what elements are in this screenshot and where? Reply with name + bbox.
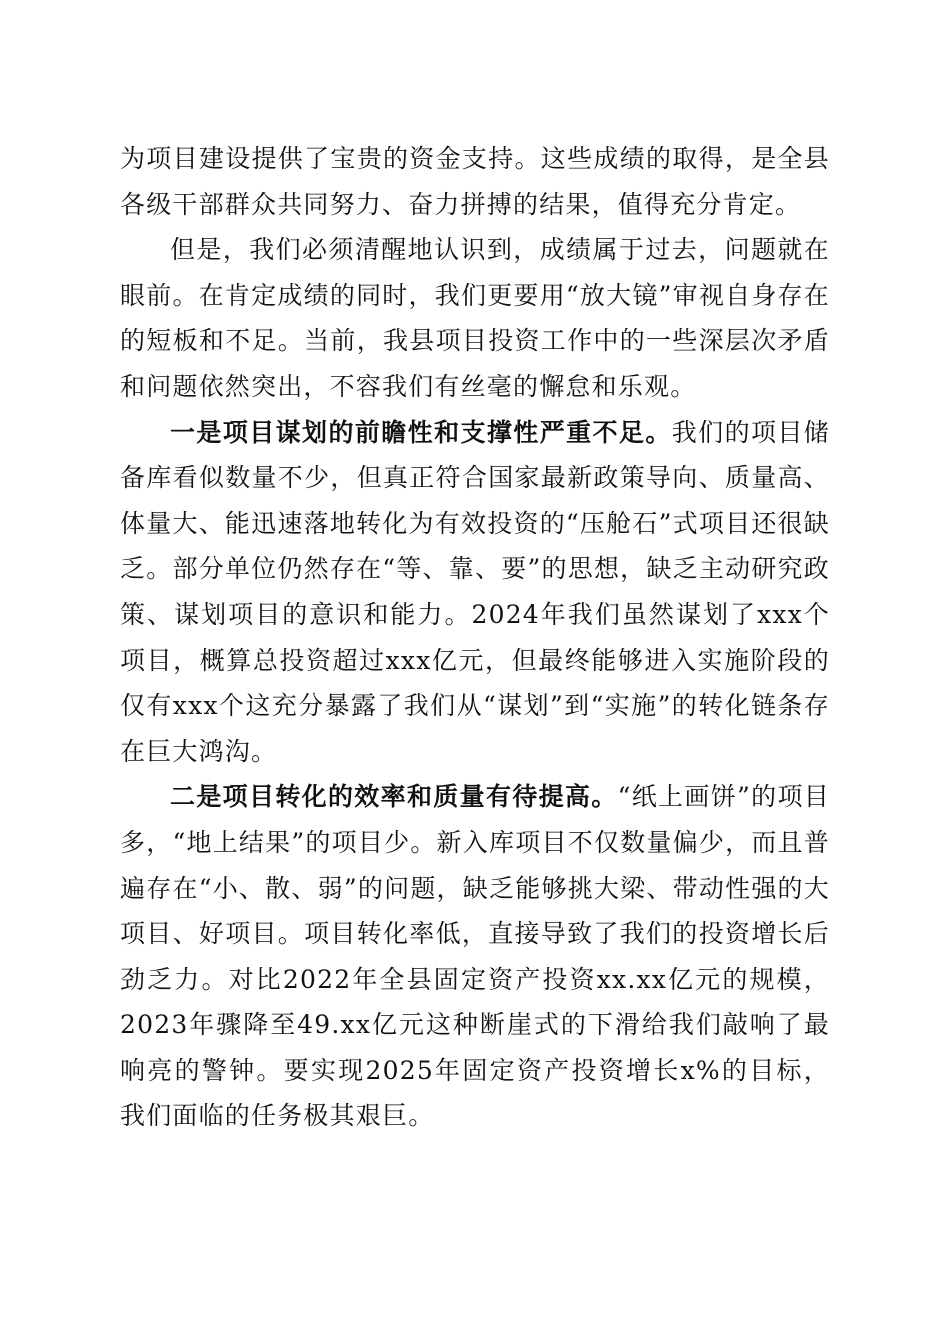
paragraph-2 xyxy=(120,227,830,409)
paragraph-2-text: 但是，我们必须清醒地认识到，成绩属于过去，问题就在眼前。在肯定成绩的同时，我们更要用“放大镜”审视自身存在的短板和不足。当前，我县项目投资工作中的一些深层次矛盾和问题依然突出，不容我们有丝毫的懈怠和乐观。 xyxy=(120,235,830,401)
document-body xyxy=(120,136,830,1139)
paragraph-4-text: “纸上画饼”的项目多，“地上结果”的项目少。新入库项目不仅数量偏少，而且普遍存在“小、散、弱”的问题，缺乏能够挑大梁、带动性强的大项目、好项目。项目转化率低，直接导致了我们的投资增长后劲乏力。对比2022年全县固定资产投资xx.xx亿元的规模，2023年骤降至49.xx亿元这种断崖式的下滑给我们敲响了最响亮的警钟。要实现2025年固定资产投资增长x%的目标，我们面临的任务极其艰巨。 xyxy=(120,782,830,1131)
paragraph-4-lead: 二是项目转化的效率和质量有待提高。 xyxy=(170,782,618,812)
paragraph-3-lead: 一是项目谋划的前瞻性和支撑性严重不足。 xyxy=(170,417,672,447)
paragraph-4 xyxy=(120,774,830,1139)
paragraph-3-text: 我们的项目储备库看似数量不少，但真正符合国家最新政策导向、质量高、体量大、能迅速落地转化为有效投资的“压舱石”式项目还很缺乏。部分单位仍然存在“等、靠、要”的思想，缺乏主动研究政策、谋划项目的意识和能力。2024年我们虽然谋划了xxx个项目，概算总投资超过xxx亿元，但最终能够进入实施阶段的仅有xxx个这充分暴露了我们从“谋划”到“实施”的转化链条存在巨大鸿沟。 xyxy=(120,417,830,766)
paragraph-1 xyxy=(120,136,830,227)
paragraph-1-text: 为项目建设提供了宝贵的资金支持。这些成绩的取得，是全县各级干部群众共同努力、奋力拼搏的结果，值得充分肯定。 xyxy=(120,144,830,219)
paragraph-3 xyxy=(120,410,830,775)
